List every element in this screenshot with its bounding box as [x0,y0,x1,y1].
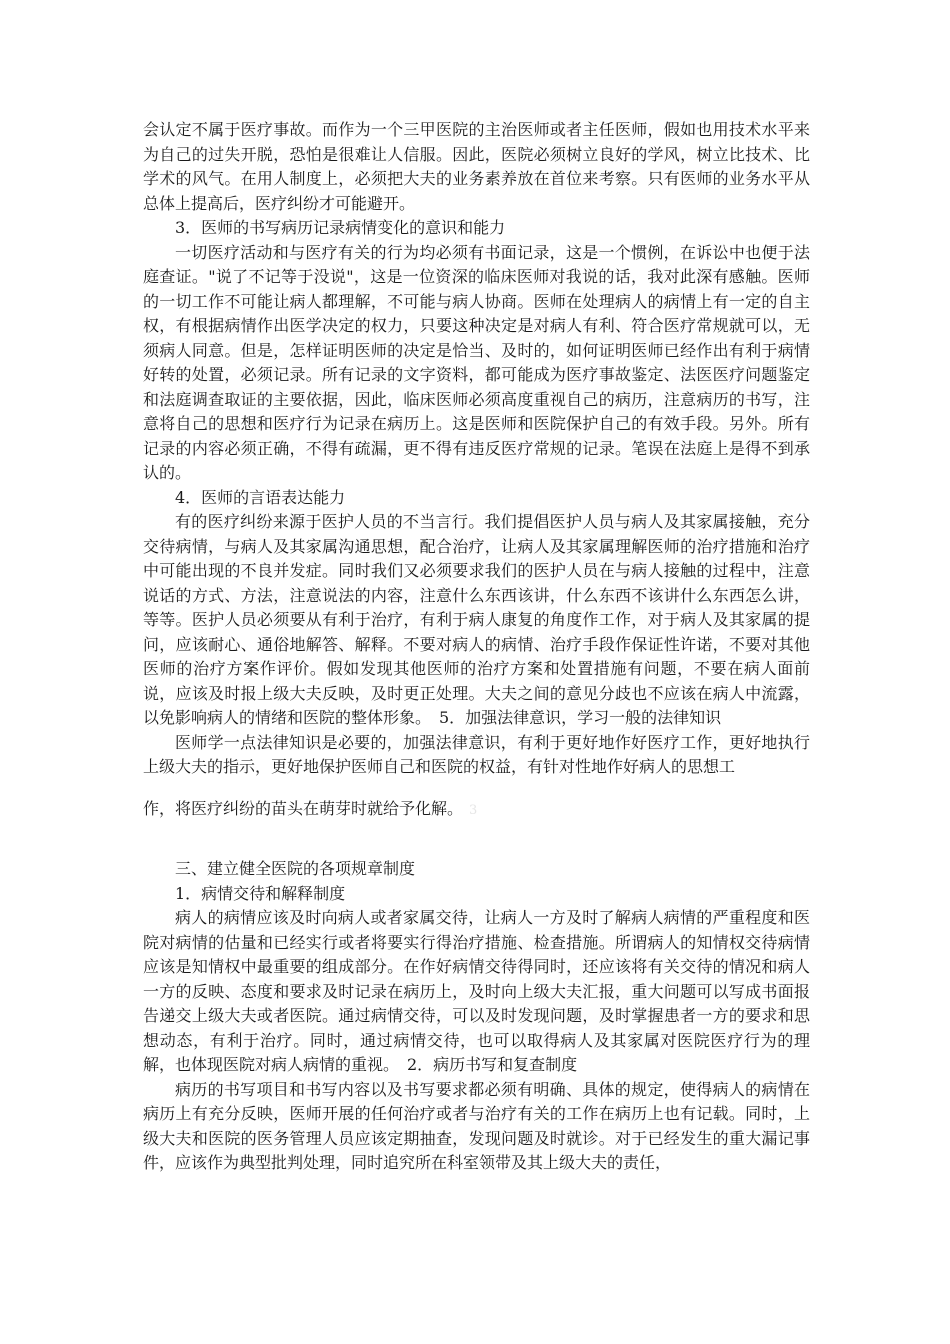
document-page [143,118,810,1176]
heading-3: 3．医师的书写病历记录病情变化的意识和能力 [175,218,506,237]
heading-4: 4．医师的言语表达能力 [175,487,346,507]
paragraph-3: 有的医疗纠纷来源于医护人员的不当言行。我们提倡医护人员与病人及其家属接触，充分交待病情，与病人及其家属沟通思想，配合治疗，让病人及其家属理解医师的治疗措施和治疗中可能出现的不良并发症。同时我们又必须要求我们的医护人员在与病人接触的过程中，注意说话的方式、方法，注意说法的内容，注意什么东西该讲，什么东西不该讲什么东西怎么讲，等等。医护人员必须要从有利于治疗，有利于病人康复的角度作工作，对于病人及其家属的提问，应该耐心、通俗地解答、解释。不要对病人的病情、治疗手段作保证性许诺，不要对其他医师的治疗方案作评价。假如发现其他医师的治疗方案和处置措施有问题，不要在病人面前说，应该及时报上级大夫反映，及时更正处理。大夫之间的意见分歧也不应该在病人中流露，以免影响病人的情绪和医院的整体形象。 5．加强法律意识，学习一般的法律知识 [143,512,810,727]
section-gap [143,823,810,857]
paragraph-4-part-a: 医师学一点法律知识是必要的，加强法律意识，有利于更好地作好医疗工作，更好地执行上级大夫的指示，更好地保护医师自己和医院的权益，有针对性地作好病人的思想工 [143,732,810,776]
faint-page-mark: 3 [469,802,478,818]
paragraph-5: 病人的病情应该及时向病人或者家属交待，让病人一方及时了解病人病情的严重程度和医院对病情的估量和已经实行或者将要实行得治疗措施、检查措施。所谓病人的知情权交待病情应该是知情权中最重要的组成部分。在作好病情交待得同时，还应该将有关交待的情况和病人一方的反映、态度和要求及时记录在病历上，及时向上级大夫汇报，重大问题可以写成书面报告递交上级大夫或者医院。通过病情交待，可以及时发现问题，及时掌握患者一方的要求和思想动态，有利于治疗。同时，通过病情交待，也可以取得病人及其家属对医院医疗行为的理解，也体现医院对病人病情的重视。 2．病历书写和复查制度 [143,908,810,1074]
paragraph-6: 病历的书写项目和书写内容以及书写要求都必须有明确、具体的规定，使得病人的病情在病历上有充分反映，医师开展的任何治疗或者与治疗有关的工作在病历上也有记载。同时，上级大夫和医院的医务管理人员应该定期抽查，发现问题及时就诊。对于已经发生的重大漏记事件，应该作为典型批判处理，同时追究所在科室领带及其上级大夫的责任， [143,1079,810,1172]
paragraph-4-text: 作，将医疗纠纷的苗头在萌芽时就给予化解。 [143,798,464,818]
paragraph-4-part-b [143,797,810,824]
paragraph-1: 会认定不属于医疗事故。而作为一个三甲医院的主治医师或者主任医师，假如也用技术水平来为自己的过失开脱，恐怕是很难让人信服。因此，医院必须树立良好的学风，树立比技术、比学术的风气。在用人制度上，必须把大夫的业务素养放在首位来考察。只有医师的业务水平从总体上提高后，医疗纠纷才可能避开。 [143,120,810,213]
section-3-1-heading: 1．病情交待和解释制度 [175,883,346,903]
section-3-heading: 三、建立健全医院的各项规章制度 [175,859,416,878]
line-gap [143,780,810,797]
paragraph-2: 一切医疗活动和与医疗有关的行为均必须有书面记录，这是一个惯例，在诉讼中也便于法庭查证。"说了不记等于没说"，这是一位资深的临床医师对我说的话，我对此深有感触。医师的一切工作不可能让病人都理解，不可能与病人协商。医师在处理病人的病情上有一定的自主权，有根据病情作出医学决定的权力，只要这种决定是对病人有利、符合医疗常规就可以，无须病人同意。但是，怎样证明医师的决定是恰当、及时的，如何证明医师已经作出有利于病情好转的处置，必须记录。所有记录的文字资料，都可能成为医疗事故鉴定、法医医疗问题鉴定和法庭调查取证的主要依据，因此，临床医师必须高度重视自己的病历，注意病历的书写，注意将自己的思想和医疗行为记录在病历上。这是医师和医院保护自己的有效手段。另外。所有记录的内容必须正确，不得有疏漏，更不得有违反医疗常规的记录。笔误在法庭上是得不到承认的。 [143,242,810,482]
